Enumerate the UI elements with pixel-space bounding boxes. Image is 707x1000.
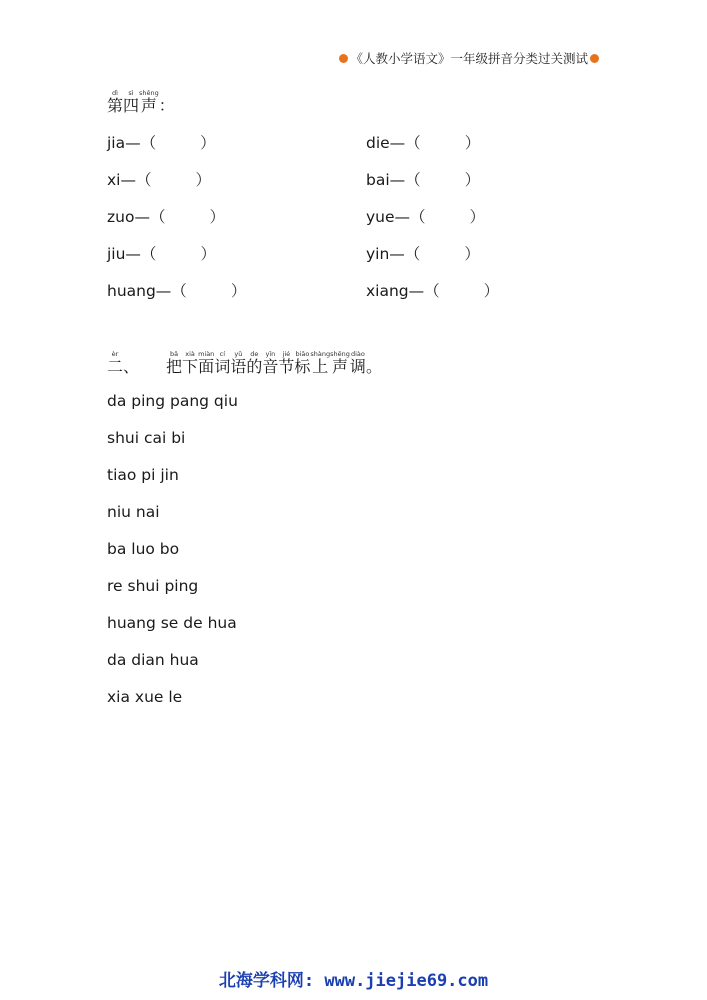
hanzi: 标 — [294, 357, 311, 376]
pinyin-word: huang se de hua — [107, 614, 237, 632]
footer-separator: : — [303, 971, 325, 991]
fill-in-item — [107, 242, 216, 264]
item-prompt: zuo—（ — [107, 208, 166, 226]
pinyin-word: da ping pang qiu — [107, 392, 238, 410]
section-number-suffix: 、 — [123, 357, 140, 376]
item-prompt: huang—（ — [107, 282, 187, 300]
section1-title — [107, 89, 175, 115]
fill-in-item — [366, 131, 480, 153]
hanzi: 下 — [182, 357, 199, 376]
title-ruby-char — [198, 350, 214, 376]
section-number — [107, 350, 123, 376]
pinyin-word: xia xue le — [107, 688, 183, 706]
title-period: 。 — [365, 357, 382, 376]
hanzi: 声 — [332, 357, 349, 376]
title-ruby-char — [294, 350, 310, 376]
hanzi: 声 — [140, 96, 157, 115]
item-prompt: yin—（ — [366, 245, 421, 263]
close-paren: ） — [195, 171, 211, 189]
pinyin-annotation: yīn — [265, 350, 276, 358]
title-ruby-char — [214, 350, 230, 376]
hanzi: 语 — [230, 357, 247, 376]
close-paren: ） — [464, 171, 481, 189]
pinyin-annotation: diào — [350, 350, 365, 358]
fill-in-item — [107, 131, 216, 153]
fill-in-item — [366, 205, 485, 227]
hanzi: 调 — [349, 357, 366, 376]
title-ruby-char — [139, 89, 159, 115]
item-prompt: yue—（ — [366, 208, 426, 226]
title-ruby-char — [262, 350, 278, 376]
pinyin-annotation: shēng — [330, 350, 350, 358]
pinyin-annotation: shēng — [139, 89, 159, 97]
title-ruby-char — [107, 89, 123, 115]
bullet-dot-right — [590, 54, 599, 63]
pinyin-word: re shui ping — [107, 577, 199, 595]
pinyin-annotation: dì — [112, 89, 118, 97]
hanzi: 二 — [107, 357, 124, 376]
close-paren: ） — [464, 245, 480, 263]
hanzi: 四 — [123, 96, 140, 115]
title-colon: ： — [158, 96, 175, 115]
footer-site-name: 北海学科网 — [218, 971, 304, 991]
page-header — [339, 49, 599, 67]
item-prompt: bai—（ — [366, 171, 421, 189]
pinyin-word: tiao pi jin — [107, 466, 179, 484]
bullet-dot-left — [339, 54, 348, 63]
pinyin-annotation: èr — [111, 350, 119, 358]
hanzi: 节 — [278, 357, 295, 376]
close-paren: ） — [200, 134, 216, 152]
close-paren: ） — [469, 208, 486, 226]
close-paren: ） — [209, 208, 225, 226]
pinyin-annotation: bǎ — [169, 350, 179, 358]
item-prompt: jia—（ — [107, 134, 157, 152]
pinyin-annotation: biāo — [295, 350, 310, 358]
hanzi: 词 — [214, 357, 231, 376]
item-prompt: xi—（ — [107, 171, 152, 189]
pinyin-word: da dian hua — [107, 651, 199, 669]
pinyin-annotation: miàn — [198, 350, 215, 358]
pinyin-annotation: sì — [128, 89, 134, 97]
item-prompt: jiu—（ — [107, 245, 157, 263]
title-ruby-char — [246, 350, 262, 376]
header-title: 《人教小学语文》一年级拼音分类过关测试 — [350, 51, 588, 66]
pinyin-annotation: cí — [219, 350, 226, 358]
fill-in-item — [107, 279, 246, 301]
pinyin-annotation: jié — [282, 350, 291, 358]
close-paren: ） — [483, 282, 500, 300]
hanzi: 第 — [107, 96, 124, 115]
title-ruby-char — [182, 350, 198, 376]
title-ruby-char — [330, 350, 350, 376]
close-paren: ） — [200, 245, 216, 263]
pinyin-word: ba luo bo — [107, 540, 180, 558]
section2-title — [107, 350, 382, 376]
fill-in-item — [107, 168, 211, 190]
title-ruby-char — [123, 89, 139, 115]
hanzi: 把 — [166, 357, 183, 376]
title-ruby-char — [350, 350, 366, 376]
item-prompt: xiang—（ — [366, 282, 440, 300]
page-footer — [0, 966, 707, 991]
close-paren: ） — [230, 282, 247, 300]
title-ruby-char — [310, 350, 330, 376]
hanzi: 音 — [262, 357, 279, 376]
fill-in-item — [366, 242, 480, 264]
title-ruby-char — [278, 350, 294, 376]
pinyin-annotation: xià — [185, 350, 195, 358]
hanzi: 面 — [198, 357, 215, 376]
hanzi: 的 — [246, 357, 263, 376]
item-prompt: die—（ — [366, 134, 421, 152]
pinyin-annotation: yǔ — [234, 350, 243, 358]
title-ruby-char — [166, 350, 182, 376]
footer-url[interactable]: www.jiejie69.com — [324, 971, 489, 991]
fill-in-item — [366, 279, 499, 301]
pinyin-annotation: de — [250, 350, 259, 358]
fill-in-item — [107, 205, 225, 227]
pinyin-annotation: shàng — [310, 350, 331, 358]
close-paren: ） — [464, 134, 481, 152]
pinyin-word: shui cai bi — [107, 429, 186, 447]
fill-in-item — [366, 168, 480, 190]
hanzi: 上 — [312, 357, 329, 376]
title-ruby-char — [230, 350, 246, 376]
pinyin-word: niu nai — [107, 503, 160, 521]
